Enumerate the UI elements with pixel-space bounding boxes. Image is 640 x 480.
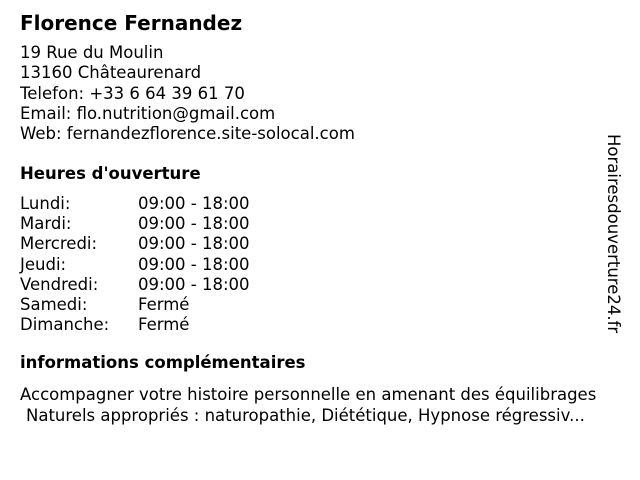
- day-hours: Fermé: [138, 315, 190, 335]
- day-label: Vendredi:: [20, 274, 99, 294]
- day-label: Mercredi:: [20, 234, 98, 254]
- additional-info-text: [20, 384, 620, 426]
- day-label: Lundi:: [20, 194, 71, 213]
- info-line-1: Accompagner votre histoire personnelle en amenant des équilibrages: [20, 385, 597, 404]
- opening-hours-heading: Heures d'ouverture: [20, 164, 201, 183]
- day-label: Mardi:: [20, 214, 72, 234]
- website-url: Web: fernandezflorence.site-solocal.com: [20, 124, 355, 144]
- day-hours: 09:00 - 18:00: [138, 274, 250, 294]
- contact-details: [20, 43, 355, 144]
- address-street: 19 Rue du Moulin: [20, 43, 164, 62]
- day-label: Dimanche:: [20, 315, 110, 335]
- day-hours: 09:00 - 18:00: [138, 234, 250, 254]
- day-hours: 09:00 - 18:00: [138, 254, 250, 274]
- day-hours: 09:00 - 18:00: [138, 214, 250, 234]
- day-label: Samedi:: [20, 294, 88, 314]
- day-label: Jeudi:: [20, 254, 67, 274]
- email-address: Email: flo.nutrition@gmail.com: [20, 103, 276, 123]
- business-name: Florence Fernandez: [20, 11, 243, 35]
- phone-number: Telefon: +33 6 64 39 61 70: [20, 83, 245, 103]
- address-city: 13160 Châteaurenard: [20, 63, 202, 83]
- site-watermark: Horairesdouverture24.fr: [604, 134, 623, 334]
- day-hours: Fermé: [138, 294, 190, 314]
- additional-info-heading: informations complémentaires: [20, 353, 306, 372]
- day-hours: 09:00 - 18:00: [138, 194, 250, 213]
- info-line-2: Naturels appropriés : naturopathie, Diététique, Hypnose régressiv...: [26, 406, 585, 425]
